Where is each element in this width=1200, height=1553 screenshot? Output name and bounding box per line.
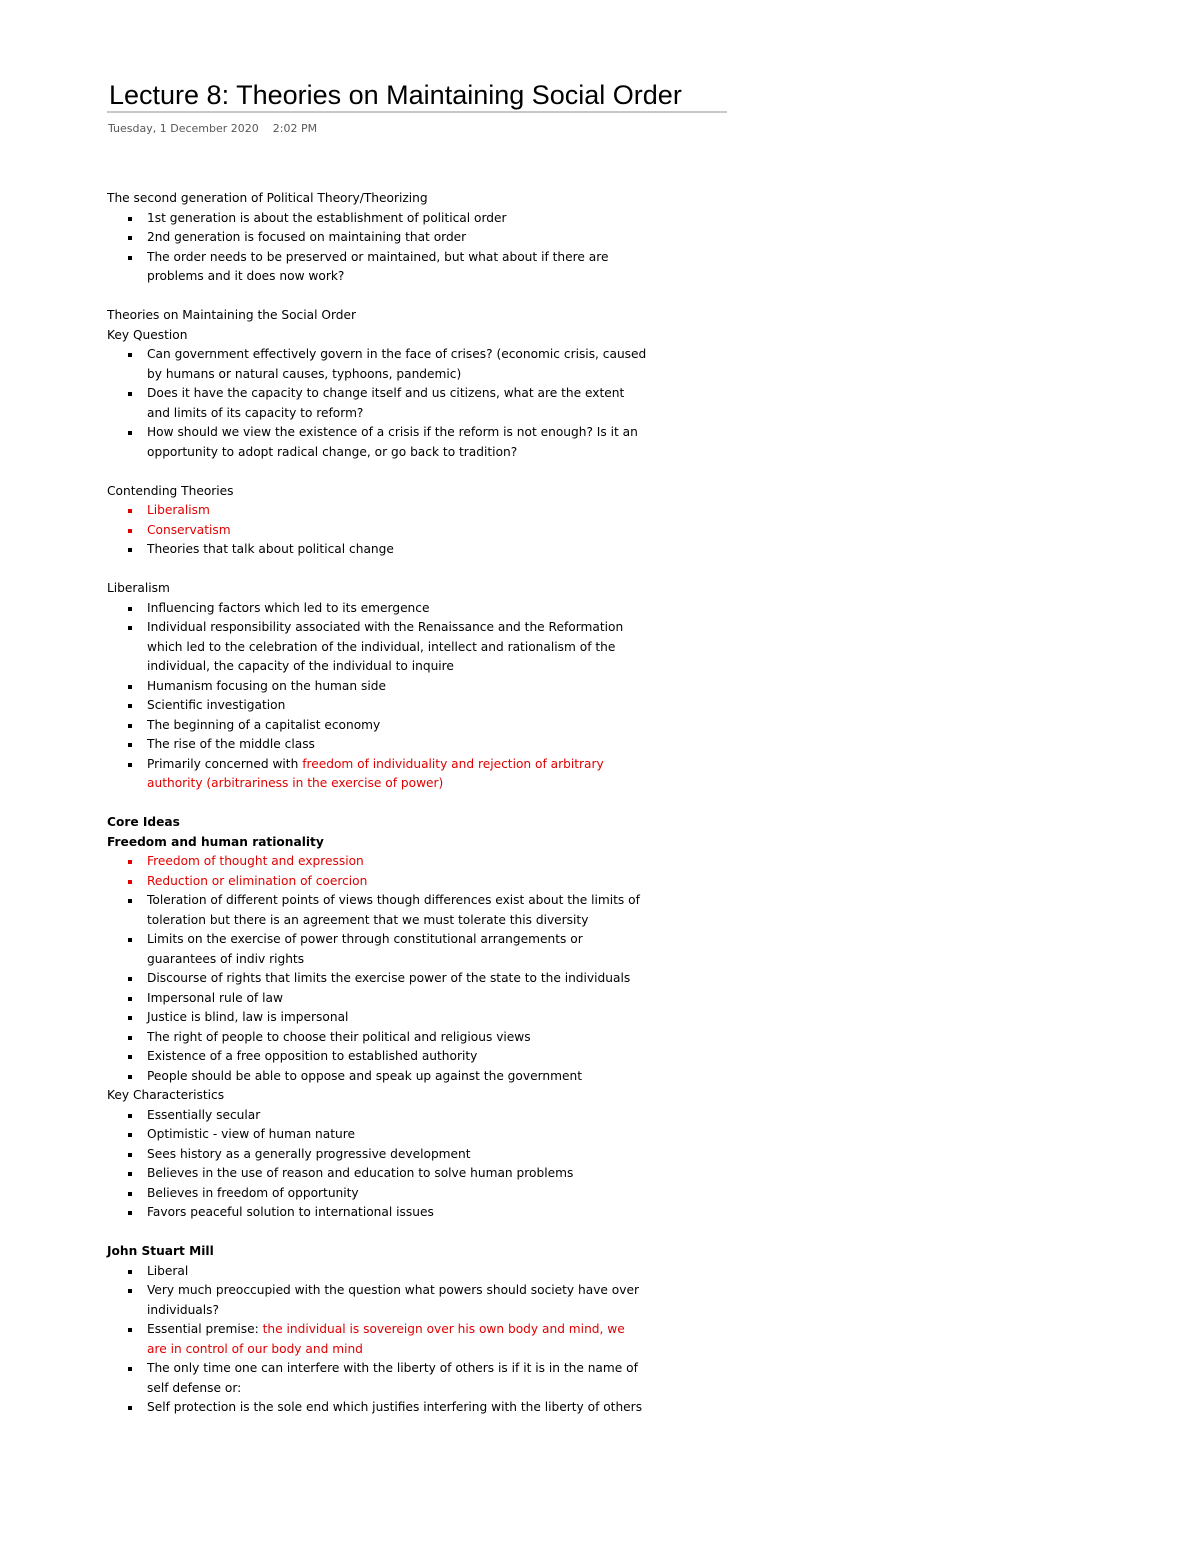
section-heading: Theories on Maintaining the Social Order <box>107 308 356 322</box>
list-item <box>147 755 647 794</box>
item-text: Essential premise: <box>147 1322 263 1336</box>
list-item: People should be able to oppose and speak up against the government <box>147 1067 647 1087</box>
section-heading: John Stuart Mill <box>107 1244 214 1258</box>
bullet-list <box>107 1106 647 1223</box>
note-time: 2:02 PM <box>272 122 318 135</box>
list-item: 1st generation is about the establishment of political order <box>147 209 647 229</box>
bullet-list <box>107 345 647 462</box>
note-body[interactable] <box>107 189 647 1418</box>
list-item: Self protection is the sole end which justifies interfering with the liberty of others <box>147 1398 647 1418</box>
list-item: Reduction or elimination of coercion <box>147 872 647 892</box>
list-item: Individual responsibility associated with the Renaissance and the Reformation which led to the celebration of the individual, intellect and rationalism of the individual, the capacity of the individual to inquire <box>147 618 647 677</box>
list-item: The order needs to be preserved or maintained, but what about if there are problems and it does now work? <box>147 248 647 287</box>
section-heading: Liberalism <box>107 581 170 595</box>
list-item: Freedom of thought and expression <box>147 852 647 872</box>
list-item: Scientific investigation <box>147 696 647 716</box>
bullet-list <box>107 501 647 560</box>
list-item: Impersonal rule of law <box>147 989 647 1009</box>
list-item: Theories that talk about political change <box>147 540 647 560</box>
section-heading: The second generation of Political Theory/Theorizing <box>107 191 428 205</box>
title-underline <box>107 111 727 113</box>
bullet-list <box>107 1262 647 1418</box>
list-item: 2nd generation is focused on maintaining that order <box>147 228 647 248</box>
list-item: Very much preoccupied with the question what powers should society have over individuals? <box>147 1281 647 1320</box>
bullet-list <box>107 599 647 794</box>
list-item: Optimistic - view of human nature <box>147 1125 647 1145</box>
list-item: Limits on the exercise of power through constitutional arrangements or guarantees of indiv rights <box>147 930 647 969</box>
list-item: Believes in freedom of opportunity <box>147 1184 647 1204</box>
list-item <box>147 1320 647 1359</box>
list-item: Discourse of rights that limits the exercise power of the state to the individuals <box>147 969 647 989</box>
list-item: Can government effectively govern in the face of crises? (economic crisis, caused by humans or natural causes, typhoons, pandemic) <box>147 345 647 384</box>
list-item: Does it have the capacity to change itself and us citizens, what are the extent and limits of its capacity to reform? <box>147 384 647 423</box>
bullet-list <box>107 209 647 287</box>
list-item: The right of people to choose their political and religious views <box>147 1028 647 1048</box>
list-item: How should we view the existence of a crisis if the reform is not enough? Is it an opportunity to adopt radical change, or go back to tradition? <box>147 423 647 462</box>
item-text: Primarily concerned with <box>147 756 303 771</box>
list-item: Liberal <box>147 1262 647 1282</box>
list-item: Influencing factors which led to its emergence <box>147 599 647 619</box>
note-timestamp <box>108 122 317 135</box>
section-heading: Contending Theories <box>107 483 234 498</box>
list-item: Favors peaceful solution to international issues <box>147 1203 647 1223</box>
section-heading: Core Ideas <box>107 815 180 829</box>
list-item: Liberalism <box>147 501 647 521</box>
list-item: Existence of a free opposition to established authority <box>147 1047 647 1067</box>
list-item: The only time one can interfere with the liberty of others is if it is in the name of self defense or: <box>147 1359 647 1398</box>
list-item: Believes in the use of reason and education to solve human problems <box>147 1164 647 1184</box>
list-item: Essentially secular <box>147 1106 647 1126</box>
list-item: Sees history as a generally progressive development <box>147 1145 647 1165</box>
bullet-list <box>107 852 647 1086</box>
section-heading: Key Characteristics <box>107 1088 225 1102</box>
highlighted-text: freedom of individuality and rejection of arbitrary authority (arbitrariness in the exercise of power) <box>147 756 604 790</box>
note-date: Tuesday, 1 December 2020 <box>108 122 259 135</box>
list-item: Toleration of different points of views though differences exist about the limits of toleration but there is an agreement that we must tolerate this diversity <box>147 891 647 930</box>
list-item: The rise of the middle class <box>147 735 647 755</box>
list-item: Justice is blind, law is impersonal <box>147 1008 647 1028</box>
section-subheading: Freedom and human rationality <box>107 834 324 849</box>
list-item: Humanism focusing on the human side <box>147 677 647 697</box>
section-subheading: Key Question <box>107 327 188 342</box>
list-item: The beginning of a capitalist economy <box>147 716 647 736</box>
page-title: Lecture 8: Theories on Maintaining Social Order <box>109 80 682 110</box>
list-item: Conservatism <box>147 521 647 541</box>
highlighted-text: the individual is sovereign over his own body and mind, we are in control of our body and mind <box>147 1322 625 1356</box>
